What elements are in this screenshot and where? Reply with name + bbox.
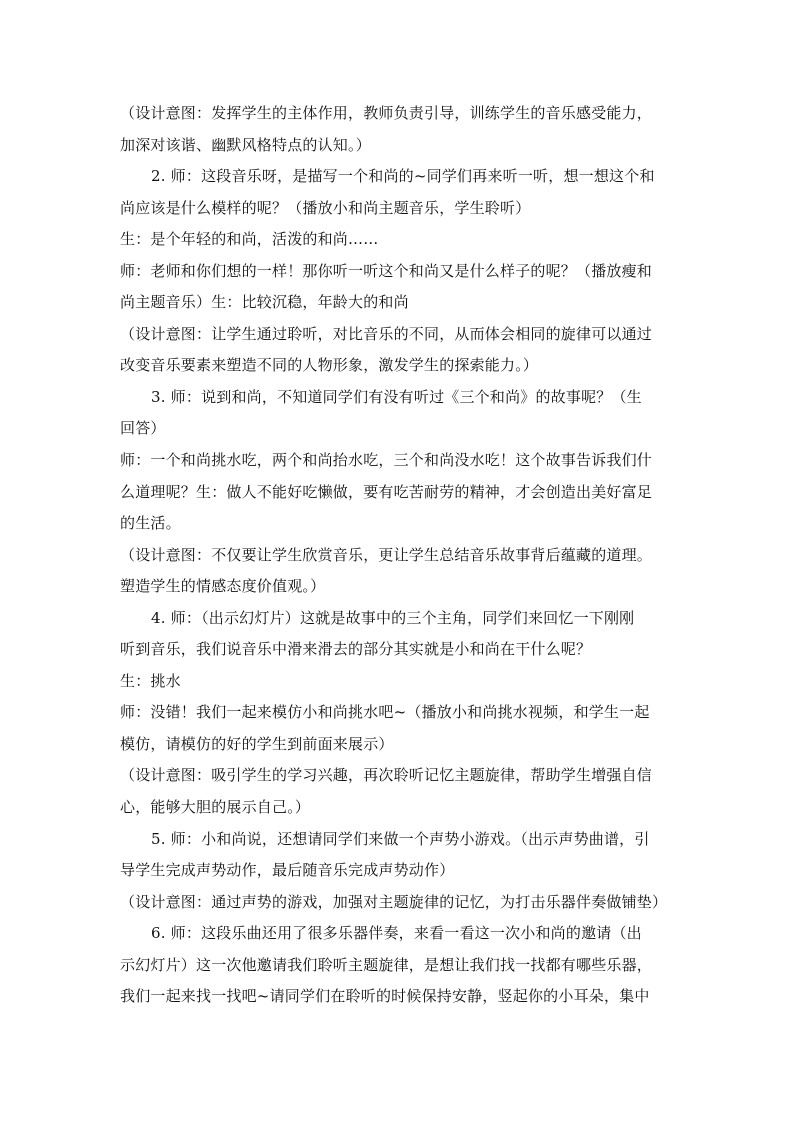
text-line: 6. 师：这段乐曲还用了很多乐器伴奏，来看一看这一次小和尚的邀请（出 [151, 924, 642, 943]
text-line: 加深对该谐、幽默风格特点的认知。） [120, 135, 371, 154]
text-line: （设计意图：不仅要让学生欣赏音乐，更让学生总结音乐故事背后蕴藏的道理。 [120, 545, 653, 564]
text-line: 师：老师和你们想的一样！那你听一听这个和尚又是什么样子的呢？（播放瘦和 [120, 261, 653, 280]
text-line: （设计意图：让学生通过聆听，对比音乐的不同，从而体会相同的旋律可以通过 [120, 324, 653, 343]
text-line: 心，能够大胆的展示自己。） [120, 798, 311, 817]
text-line: 示幻灯片）这一次他邀请我们聆听主题旋律，是想让我们找一找都有哪些乐器， [120, 955, 653, 974]
text-line: 5. 师：小和尚说，还想请同学们来做一个声势小游戏。（出示声势曲谱，引 [151, 829, 650, 848]
text-line: 3. 师：说到和尚，不知道同学们有没有听过《三个和尚》的故事呢？（生 [151, 387, 642, 406]
text-line: 改变音乐要素来塑造不同的人物形象，激发学生的探索能力。） [120, 356, 539, 375]
text-line: 生：挑水 [120, 671, 181, 690]
text-line: 听到音乐，我们说音乐中滑来滑去的部分其实就是小和尚在干什么呢？ [120, 640, 592, 659]
text-line: 2. 师：这段音乐呀，是描写一个和尚的~同学们再来听一听，想一想这个和 [151, 167, 655, 186]
text-line: 尚应该是什么模样的呢？（播放小和尚主题音乐，学生聆听） [120, 198, 531, 217]
text-line: 生：是个年轻的和尚，活泼的和尚…… [120, 230, 379, 249]
text-line: 导学生完成声势动作，最后随音乐完成声势动作） [120, 861, 455, 880]
text-line: 回答） [120, 419, 166, 438]
text-line: 的生活。 [120, 514, 181, 533]
text-line: 4. 师：（出示幻灯片）这就是故事中的三个主角，同学们来回忆一下刚刚 [151, 608, 635, 627]
text-line: 尚主题音乐）生：比较沉稳，年龄大的和尚 [120, 293, 409, 312]
text-line: 模仿，请模仿的好的学生到前面来展示） [120, 734, 394, 753]
text-line: 师：一个和尚挑水吃，两个和尚抬水吃，三个和尚没水吃！这个故事告诉我们什 [120, 451, 653, 470]
text-line: 我们一起来找一找吧~请同学们在聆听的时候保持安静，竖起你的小耳朵，集中 [120, 987, 650, 1006]
text-line: 师：没错！我们一起来模仿小和尚挑水吧~（播放小和尚挑水视频，和学生一起 [120, 703, 650, 722]
text-line: （设计意图：吸引学生的学习兴趣，再次聆听记忆主题旋律，帮助学生增强自信 [120, 766, 653, 785]
text-line: 塑造学生的情感态度价值观。） [120, 577, 326, 596]
document-body [120, 98, 680, 1013]
text-line: （设计意图：通过声势的游戏，加强对主题旋律的记忆，为打击乐器伴奏做铺垫） [120, 892, 668, 911]
text-line: 么道理呢？生：做人不能好吃懒做，要有吃苦耐劳的精神，才会创造出美好富足 [120, 482, 653, 501]
text-line: （设计意图：发挥学生的主体作用，教师负责引导，训练学生的音乐感受能力， [120, 104, 653, 122]
